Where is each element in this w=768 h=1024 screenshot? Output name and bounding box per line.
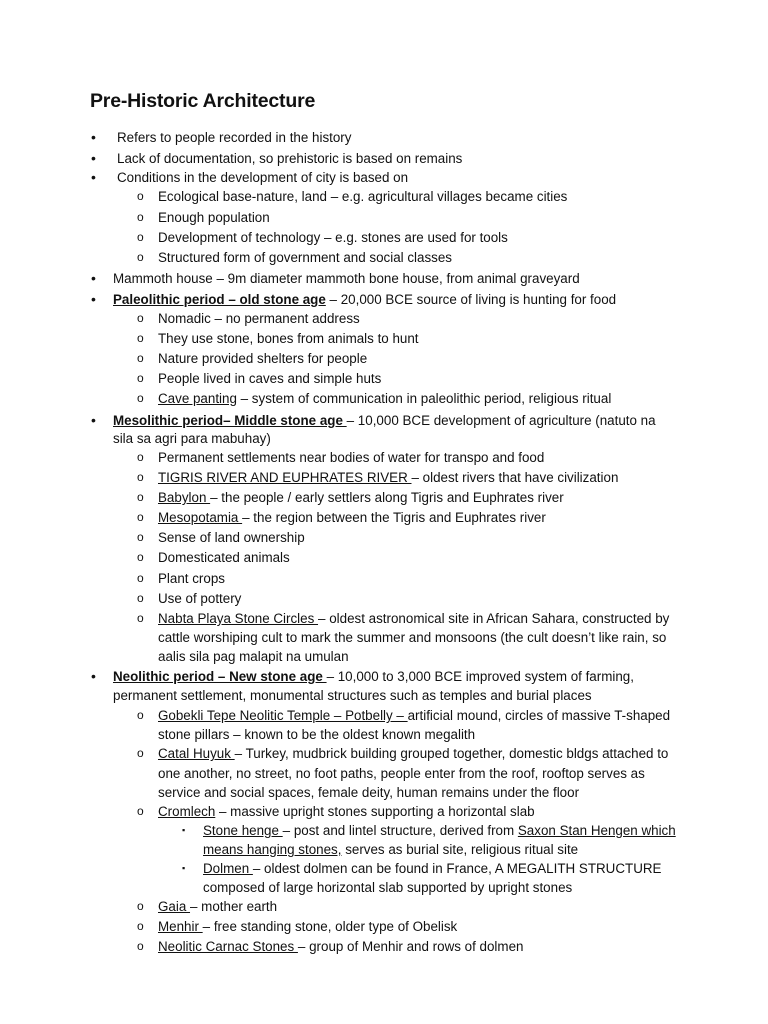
list-item-text: Plant crops bbox=[158, 571, 225, 586]
underlined-term: Gaia bbox=[158, 899, 191, 914]
list-item bbox=[158, 550, 290, 566]
list-item bbox=[158, 919, 457, 935]
list-item bbox=[158, 649, 349, 665]
list-item bbox=[117, 170, 408, 186]
list-item bbox=[158, 746, 668, 762]
circle-marker: o bbox=[137, 450, 144, 464]
circle-marker: o bbox=[137, 210, 144, 224]
underlined-term: Stone henge bbox=[203, 823, 283, 838]
bullet-marker: • bbox=[91, 270, 96, 286]
circle-marker: o bbox=[137, 611, 144, 625]
list-item bbox=[158, 510, 546, 526]
list-item-text: serves as burial site, religious ritual site bbox=[341, 842, 579, 857]
underlined-term: Cromlech bbox=[158, 804, 216, 819]
list-item-text: Sense of land ownership bbox=[158, 530, 305, 545]
list-item bbox=[113, 431, 271, 447]
underlined-term: Nabta Playa Stone Circles bbox=[158, 611, 319, 626]
circle-marker: o bbox=[137, 804, 144, 818]
underlined-term: Cave panting bbox=[158, 391, 237, 406]
list-item-text: – oldest rivers that have civilization bbox=[411, 470, 619, 485]
list-item bbox=[203, 823, 676, 839]
list-item bbox=[158, 591, 241, 607]
circle-marker: o bbox=[137, 391, 144, 405]
circle-marker: o bbox=[137, 708, 144, 722]
circle-marker: o bbox=[137, 899, 144, 913]
list-item-text: – oldest astronomical site in African Sahara, constructed by bbox=[318, 611, 670, 626]
list-item-text: Nature provided shelters for people bbox=[158, 351, 368, 366]
circle-marker: o bbox=[137, 746, 144, 760]
list-item bbox=[158, 804, 535, 820]
list-item-text: composed of large horizontal slab supported by upright stones bbox=[203, 880, 573, 895]
list-item bbox=[203, 842, 578, 858]
circle-marker: o bbox=[137, 189, 144, 203]
list-item-text: stone pillars – known to be the oldest known megalith bbox=[158, 727, 476, 742]
list-item-text: sila sa agri para mabuhay) bbox=[113, 431, 271, 446]
list-item bbox=[158, 571, 225, 587]
list-item bbox=[117, 130, 351, 146]
list-item bbox=[158, 611, 669, 627]
list-item bbox=[158, 210, 270, 226]
list-item-text: Use of pottery bbox=[158, 591, 242, 606]
list-item-text: People lived in caves and simple huts bbox=[158, 371, 382, 386]
list-item-text: Refers to people recorded in the history bbox=[117, 130, 352, 145]
square-marker: ▪ bbox=[182, 863, 186, 873]
list-item bbox=[158, 189, 567, 205]
list-item-text: Conditions in the development of city is based on bbox=[117, 170, 409, 185]
circle-marker: o bbox=[137, 470, 144, 484]
list-item bbox=[158, 351, 367, 367]
circle-marker: o bbox=[137, 371, 144, 385]
underlined-term: TIGRIS RIVER AND EUPHRATES RIVER bbox=[158, 470, 412, 485]
bullet-marker: • bbox=[91, 291, 96, 307]
list-item bbox=[158, 391, 611, 407]
underlined-term: Dolmen bbox=[203, 861, 253, 876]
circle-marker: o bbox=[137, 490, 144, 504]
list-item bbox=[158, 470, 618, 486]
circle-marker: o bbox=[137, 530, 144, 544]
circle-marker: o bbox=[137, 591, 144, 605]
bullet-marker: • bbox=[91, 169, 96, 185]
section-heading: Mesolithic period– Middle stone age bbox=[113, 413, 347, 428]
list-item-text: – group of Menhir and rows of dolmen bbox=[297, 939, 524, 954]
section-heading: Neolithic period – New stone age bbox=[113, 669, 327, 684]
circle-marker: o bbox=[137, 311, 144, 325]
list-item bbox=[113, 292, 616, 308]
list-item-text: – Turkey, mudbrick building grouped together, domestic bldgs attached to bbox=[234, 746, 669, 761]
list-item-text: – the region between the Tigris and Euphrates river bbox=[242, 510, 546, 525]
bullet-marker: • bbox=[91, 150, 96, 166]
circle-marker: o bbox=[137, 250, 144, 264]
underlined-term: Gobekli Tepe Neolitic Temple – Potbelly – bbox=[158, 708, 408, 723]
list-item-text: – massive upright stones supporting a horizontal slab bbox=[215, 804, 535, 819]
underlined-term: Saxon Stan Hengen which bbox=[517, 823, 676, 838]
list-item-text: – oldest dolmen can be found in France, A MEGALITH STRUCTURE bbox=[252, 861, 662, 876]
circle-marker: o bbox=[137, 351, 144, 365]
circle-marker: o bbox=[137, 939, 144, 953]
list-item bbox=[113, 271, 580, 287]
list-item-text: Lack of documentation, so prehistoric is based on remains bbox=[117, 151, 463, 166]
circle-marker: o bbox=[137, 550, 144, 564]
list-item-text: – mother earth bbox=[190, 899, 278, 914]
underlined-term: means hanging stones, bbox=[203, 842, 342, 857]
list-item bbox=[203, 880, 572, 896]
list-item-text: service and social spaces, female deity, human remains under the floor bbox=[158, 785, 580, 800]
list-item bbox=[158, 766, 645, 782]
section-heading: Paleolithic period – old stone age bbox=[113, 292, 326, 307]
list-item-text: Nomadic – no permanent address bbox=[158, 311, 360, 326]
square-marker: ▪ bbox=[182, 825, 186, 835]
list-item-text: – 20,000 BCE source of living is hunting for food bbox=[325, 292, 617, 307]
underlined-term: Babylon bbox=[158, 490, 211, 505]
list-item bbox=[158, 311, 360, 327]
list-item-text: Domesticated animals bbox=[158, 550, 290, 565]
list-item-text: cattle worshiping cult to mark the summer and monsoons (the cult doesn’t like rain, so bbox=[158, 630, 667, 645]
list-item bbox=[113, 413, 656, 429]
list-item-text: aalis sila pag malapit na umulan bbox=[158, 649, 349, 664]
list-item bbox=[203, 861, 661, 877]
list-item bbox=[158, 708, 670, 724]
list-item bbox=[158, 899, 277, 915]
list-item-text: Enough population bbox=[158, 210, 270, 225]
list-item bbox=[113, 669, 634, 685]
list-item bbox=[158, 490, 564, 506]
list-item-text: – the people / early settlers along Tigris and Euphrates river bbox=[210, 490, 564, 505]
list-item-text: – free standing stone, older type of Obelisk bbox=[202, 919, 458, 934]
circle-marker: o bbox=[137, 230, 144, 244]
list-item bbox=[158, 450, 544, 466]
list-item-text: They use stone, bones from animals to hunt bbox=[158, 331, 419, 346]
list-item bbox=[158, 250, 452, 266]
circle-marker: o bbox=[137, 919, 144, 933]
list-item-text: Ecological base-nature, land – e.g. agricultural villages became cities bbox=[158, 189, 568, 204]
list-item-text: one another, no street, no foot paths, people enter from the roof, rooftop serves as bbox=[158, 766, 645, 781]
underlined-term: Catal Huyuk bbox=[158, 746, 235, 761]
list-item bbox=[113, 688, 592, 704]
list-item bbox=[117, 151, 462, 167]
list-item bbox=[158, 530, 305, 546]
list-item bbox=[158, 630, 666, 646]
list-item bbox=[158, 331, 419, 347]
list-item-text: artificial mound, circles of massive T-shaped bbox=[407, 708, 671, 723]
list-item-text: – post and lintel structure, derived from bbox=[282, 823, 518, 838]
bullet-marker: • bbox=[91, 668, 96, 684]
circle-marker: o bbox=[137, 571, 144, 585]
list-item-text: Structured form of government and social classes bbox=[158, 250, 452, 265]
list-item bbox=[158, 230, 508, 246]
list-item bbox=[158, 939, 523, 955]
bullet-marker: • bbox=[91, 129, 96, 145]
circle-marker: o bbox=[137, 510, 144, 524]
underlined-term: Mesopotamia bbox=[158, 510, 243, 525]
list-item-text: – 10,000 BCE development of agriculture (natuto na bbox=[346, 413, 656, 428]
list-item-text: Development of technology – e.g. stones are used for tools bbox=[158, 230, 508, 245]
list-item-text: Mammoth house – 9m diameter mammoth bone house, from animal graveyard bbox=[113, 271, 580, 286]
list-item-text: – system of communication in paleolithic period, religious ritual bbox=[236, 391, 612, 406]
list-item-text: Permanent settlements near bodies of water for transpo and food bbox=[158, 450, 545, 465]
underlined-term: Neolitic Carnac Stones bbox=[158, 939, 298, 954]
circle-marker: o bbox=[137, 331, 144, 345]
list-item bbox=[158, 727, 475, 743]
underlined-term: Menhir bbox=[158, 919, 203, 934]
list-item bbox=[158, 371, 381, 387]
list-item-text: – 10,000 to 3,000 BCE improved system of farming, bbox=[326, 669, 634, 684]
list-item bbox=[158, 785, 579, 801]
bullet-marker: • bbox=[91, 412, 96, 428]
list-item-text: permanent settlement, monumental structures such as temples and burial places bbox=[113, 688, 592, 703]
page-title: Pre-Historic Architecture bbox=[90, 90, 316, 112]
